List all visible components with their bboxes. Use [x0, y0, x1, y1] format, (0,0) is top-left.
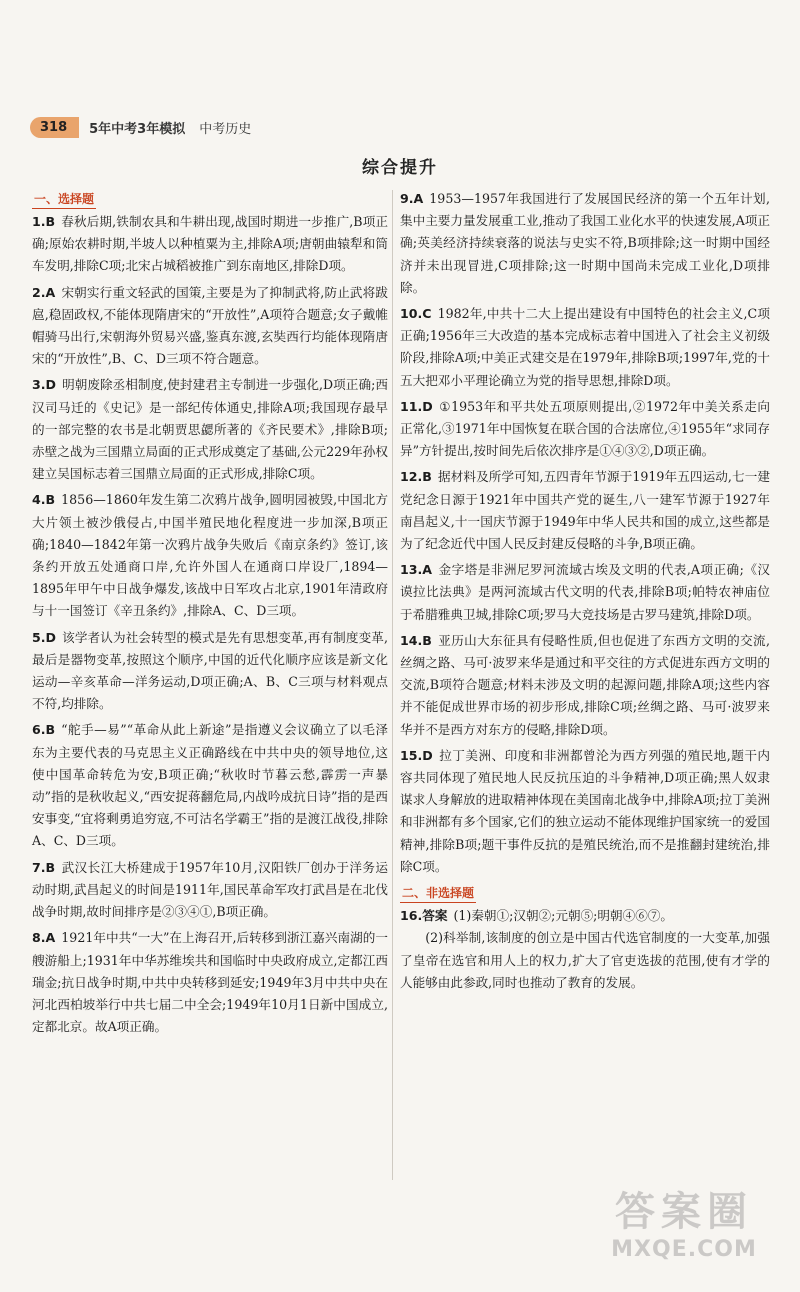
watermark-url: MXQE.COM: [611, 1237, 757, 1262]
answer-text-part1: (1)秦朝①;汉朝②;元朝⑤;明朝④⑥⑦。: [453, 908, 673, 924]
answer-item: [32, 857, 388, 924]
answer-number: 4.B: [32, 492, 56, 508]
answer-text: 亚历山大东征具有侵略性质,但也促进了东西方文明的交流,丝绸之路、马可·波罗来华是通过和平交往的方式促进东西方文明的交流,B项符合题意;材料未涉及文明的起源问题,排除A项;这些内容并不能促成世界市场的初步形成,排除C项;丝绸之路、马可·波罗来华并不是西方对东方的侵略,排除D项。: [400, 632, 770, 737]
answer-item: [32, 282, 388, 371]
answer-item: [32, 927, 388, 1038]
answer-number: 3.D: [32, 377, 57, 393]
column-divider: [392, 190, 393, 1180]
answer-text: 1982年,中共十二大上提出建设有中国特色的社会主义,C项正确;1956年三大改造的基本完成标志着中国进入了社会主义初级阶段,排除A项;中美正式建交是在1979年,排除B项;1997年,党的十五大把邓小平理论确立为党的指导思想,排除D项。: [400, 306, 770, 388]
page-number: 318: [30, 117, 79, 138]
answer-text: “舵手—易”“革命从此上新途”是指遵义会议确立了以毛泽东为主要代表的马克思主义正确路线在中共中央的领导地位,这使中国革命转危为安,B项正确;“秋收时节暮云愁,霹雳一声暴动”指的是秋收起义,“西安捉蒋翻危局,内战吟成抗日诗”指的是西安事变,“宜将剩勇追穷寇,不可沽名学霸王”指的是渡江战役,排除A、C、D三项。: [32, 722, 388, 849]
answer-number: 5.D: [32, 629, 57, 645]
answer-number: 2.A: [32, 284, 56, 300]
answer-text: 金字塔是非洲尼罗河流域古埃及文明的代表,A项正确;《汉谟拉比法典》是两河流域古代文明的代表,排除B项;帕特农神庙位于希腊雅典卫城,排除C项;罗马大竞技场是古罗马建筑,排除D项。: [400, 562, 770, 622]
left-answer-list: [32, 211, 388, 1038]
answer-number: 16.答案: [400, 908, 448, 924]
watermark-title: 答案圈: [615, 1189, 753, 1235]
answer-number: 15.D: [400, 747, 433, 763]
answer-item: [400, 396, 770, 463]
answer-number: 12.B: [400, 469, 432, 485]
answer-text: 春秋后期,铁制农具和牛耕出现,战国时期进一步推广,B项正确;原始农耕时期,半坡人以种植粟为主,排除A项;唐朝曲辕犁和筒车发明,排除C项;北宋占城稻被推广到东南地区,排除D项。: [32, 214, 388, 274]
right-answer-list: [400, 188, 770, 878]
answer-number: 10.C: [400, 306, 432, 322]
part1-heading: 一、选择题: [32, 190, 96, 209]
answer-item: [400, 630, 770, 741]
answer-text: 据材料及所学可知,五四青年节源于1919年五四运动,七一建党纪念日源于1921年中国共产党的诞生,八一建军节源于1927年南昌起义,十一国庆节源于1949年中华人民共和国的成立,这些都是为了纪念近代中国人民反封建反侵略的斗争,B项正确。: [400, 469, 770, 552]
section-title: 综合提升: [362, 158, 438, 178]
answer-item: [400, 745, 770, 878]
watermark-logo: [594, 1180, 774, 1270]
answer-item: [32, 374, 388, 485]
book-title: 5年中考3年模拟: [89, 121, 186, 137]
answer-number: 6.B: [32, 722, 56, 738]
answer-number: 13.A: [400, 562, 433, 578]
answer-number: 7.B: [32, 859, 56, 875]
answer-item: [32, 211, 388, 278]
answer-number: 14.B: [400, 632, 432, 648]
answer-text: 武汉长江大桥建成于1957年10月,汉阳铁厂创办于洋务运动时期,武昌起义的时间是1911年,国民革命军攻打武昌是在北伐战争时期,故时间排序是②③④①,B项正确。: [32, 859, 388, 920]
answer-item: [32, 489, 388, 622]
answer-item: [400, 303, 770, 392]
answer-item: [400, 559, 770, 626]
answer-item: [400, 466, 770, 555]
book-subject: 中考历史: [199, 121, 252, 137]
answer-text: ①1953年和平共处五项原则提出,②1972年中美关系走向正常化,③1971年中国恢复在联合国的合法席位,④1955年“求同存异”方针提出,按时间先后依次排序是①④③②,D项正确。: [400, 398, 770, 459]
answer-text: 1921年中共“一大”在上海召开,后转移到浙江嘉兴南湖的一艘游船上;1931年中华苏维埃共和国临时中央政府成立,定都江西瑞金;抗日战争时期,中共中央转移到延安;1949年3月中共中央在河北西柏坡举行中共七届二中全会;1949年10月1日新中国成立,定都北京。故A项正确。: [32, 930, 388, 1035]
answer-text-part2: (2)科举制,该制度的创立是中国古代选官制度的一大变革,加强了皇帝在选官和用人上的权力,扩大了官吏选拔的范围,使有才学的人能够由此参政,同时也推动了教育的发展。: [400, 930, 770, 990]
page-header: [30, 114, 251, 140]
answer-text: 该学者认为社会转型的模式是先有思想变革,再有制度变革,最后是器物变革,按照这个顺序,中国的近代化顺序应该是新文化运动—辛亥革命—洋务运动,D项正确;A、B、C三项与材料观点不符,均排除。: [32, 629, 388, 712]
answer-text: 宋朝实行重文轻武的国策,主要是为了抑制武将,防止武将跋扈,稳固政权,不能体现隋唐宋的“开放性”,A项符合题意;女子戴帷帽骑马出行,宋朝海外贸易兴盛,鉴真东渡,玄奘西行均能体现隋唐宋的“开放性”,B、C、D三项不符合题意。: [32, 284, 388, 367]
answer-text: 明朝废除丞相制度,使封建君主专制进一步强化,D项正确;西汉司马迁的《史记》是一部纪传体通史,排除A项;我国现存最早的一部完整的农书是北朝贾思勰所著的《齐民要术》,排除B项;赤壁之战为三国鼎立局面的正式形成奠定了基础,公元229年孙权建立吴国标志着三国鼎立局面的正式形成,排除C项。: [32, 377, 388, 482]
answer-item-16: [400, 905, 770, 994]
answer-item: [32, 627, 388, 716]
answer-number: 1.B: [32, 214, 56, 229]
answer-item: [32, 719, 388, 852]
part2-heading: 二、非选择题: [400, 884, 476, 903]
answer-number: 11.D: [400, 398, 433, 414]
answer-text: 1953—1957年我国进行了发展国民经济的第一个五年计划,集中主要力量发展重工业,推动了我国工业化水平的快速发展,A项正确;英美经济持续衰落的说法与史实不符,B项排除;这一时期中国经济并未出现冒进,C项排除;这一时期中国尚未完成工业化,D项排除。: [400, 191, 770, 295]
left-column: [32, 188, 388, 1042]
answer-number: 9.A: [400, 191, 424, 206]
answer-text: 1856—1860年发生第二次鸦片战争,圆明园被毁,中国北方大片领土被沙俄侵占,中国半殖民地化程度进一步加深,B项正确;1840—1842年第一次鸦片战争失败后《南京条约》签订,该条约开放五处通商口岸,允许外国人在通商口岸设厂,1894—1895年甲午中日战争爆发,该战中日军攻占北京,1901年清政府与十一国签订《辛丑条约》,排除A、C、D三项。: [32, 492, 388, 619]
right-column: [400, 188, 770, 998]
answer-number: 8.A: [32, 930, 56, 946]
answer-item: [400, 188, 770, 299]
answer-text: 拉丁美洲、印度和非洲都曾沦为西方列强的殖民地,题干内容共同体现了殖民地人民反抗压迫的斗争精神,D项正确;黑人奴隶谋求人身解放的进取精神体现在美国南北战争中,排除A项;拉丁美洲和非洲都有多个国家,它们的独立运动不能体现维护国家统一的爱国精神,排除B项;题干事件反抗的是殖民统治,而不是推翻封建统治,排除C项。: [400, 747, 770, 874]
